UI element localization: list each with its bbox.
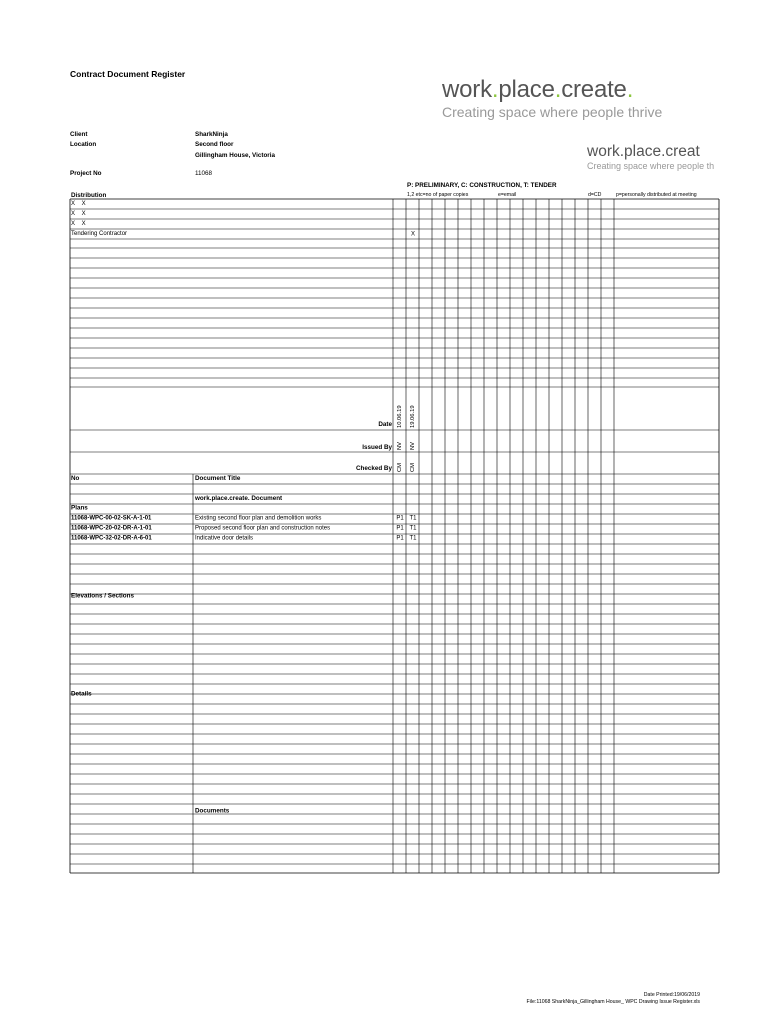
issued-by-label: Issued By xyxy=(362,444,392,451)
plan-1-rev-1: P1 xyxy=(396,515,404,522)
email-key: e=email xyxy=(498,192,517,198)
checked-by-2: CM xyxy=(410,462,416,472)
client-label: Client xyxy=(70,131,88,138)
no-column-header: No xyxy=(71,475,80,482)
checked-by-label: Checked By xyxy=(355,465,392,472)
project-number-value: 11068 xyxy=(195,170,213,177)
cd-key: d=CD xyxy=(588,192,602,198)
personal-key: p=personally distributed at meeting xyxy=(616,192,697,198)
client-value: SharkNinja xyxy=(195,131,228,138)
date-label: Date xyxy=(378,421,392,428)
copies-key: 1,2 etc=no of paper copies xyxy=(407,192,469,198)
page-title: Contract Document Register xyxy=(70,69,186,79)
issue-date-2: 19.06.19 xyxy=(410,405,416,428)
date-printed: Date Printed:19/06/2019 xyxy=(643,992,700,998)
title-column-header: Document Title xyxy=(195,475,241,482)
location-value-line2: Gillingham House, Victoria xyxy=(195,152,276,159)
group-title: work.place.create. Document xyxy=(195,495,283,502)
section-elevations: Elevations / Sections xyxy=(71,592,134,600)
issued-by-2: NV xyxy=(410,441,416,450)
distribution-label: Distribution xyxy=(71,192,107,199)
status-key: P: PRELIMINARY, C: CONSTRUCTION, T: TENDER xyxy=(407,182,557,189)
logo-small-wordmark: work.place.creat xyxy=(587,143,700,160)
distribution-row-1-name: X X xyxy=(71,201,86,207)
logo-wordmark: work.place.create. xyxy=(442,76,634,103)
plan-3-rev-1: P1 xyxy=(396,535,404,542)
section-documents: Documents xyxy=(195,807,230,815)
issued-by-1: NV xyxy=(397,441,403,450)
plan-2-title: Proposed second floor plan and construction notes xyxy=(195,525,331,532)
issue-date-1: 10.06.19 xyxy=(397,405,403,428)
plan-3-title: Indicative door details xyxy=(195,535,254,542)
section-details: Details xyxy=(71,690,92,698)
distribution-row-4-mark-2: X xyxy=(410,231,416,238)
plan-3-rev-2: T1 xyxy=(409,535,417,542)
distribution-row-2-name: X X xyxy=(71,211,86,217)
file-path: File:11068 SharkNinja_Gillingham House_ WPC Drawing Issue Register.xls xyxy=(526,999,700,1005)
plan-1-rev-2: T1 xyxy=(409,515,417,522)
location-label: Location xyxy=(70,141,97,148)
section-plans: Plans xyxy=(71,504,88,512)
location-value-line1: Second floor xyxy=(195,141,234,148)
plan-1-number: 11068-WPC-00-02-SK-A-1-01 xyxy=(71,515,152,522)
plan-2-number: 11068-WPC-20-02-DR-A-1-01 xyxy=(71,525,152,532)
logo-small-tagline: Creating space where people th xyxy=(587,161,715,171)
plan-2-rev-2: T1 xyxy=(409,525,417,532)
distribution-row-3-name: X X xyxy=(71,221,86,227)
plan-2-rev-1: P1 xyxy=(396,525,404,532)
distribution-row-4-name: Tendering Contractor xyxy=(71,231,128,237)
logo-tagline: Creating space where people thrive xyxy=(442,104,663,120)
project-number-label: Project No xyxy=(70,170,102,177)
plan-3-number: 11068-WPC-32-02-DR-A-6-01 xyxy=(71,535,152,542)
grid-lines xyxy=(70,199,719,873)
checked-by-1: CM xyxy=(397,462,403,472)
plan-1-title: Existing second floor plan and demolition works xyxy=(195,515,322,522)
